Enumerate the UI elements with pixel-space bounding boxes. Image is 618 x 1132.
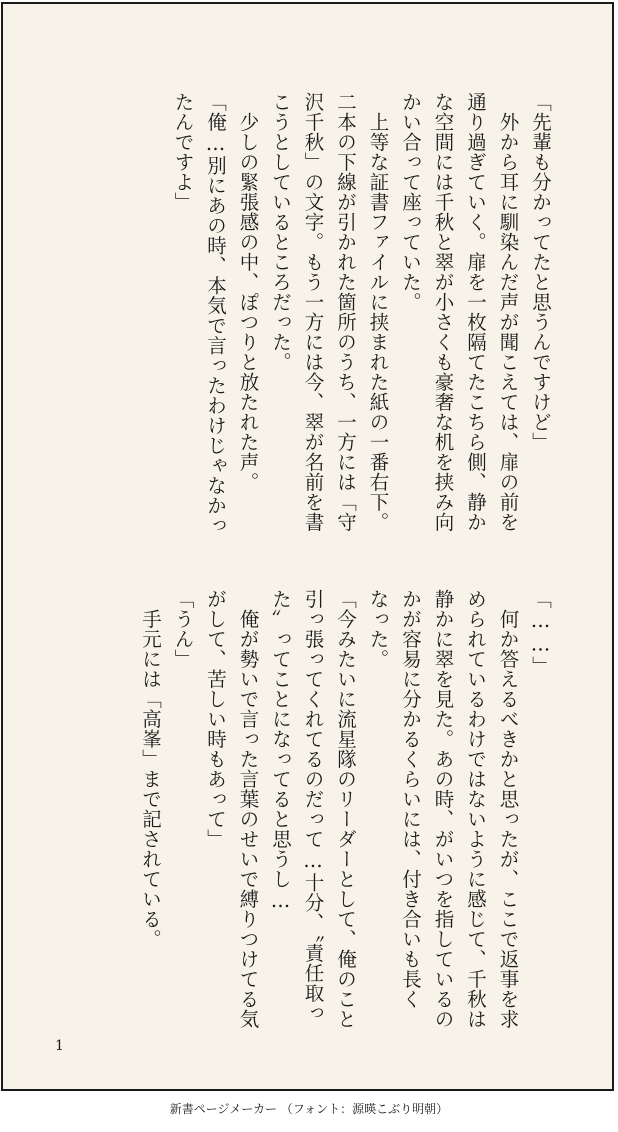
footer-credit: 新書ページメーカー （フォント：源暎こぶり明朝） [169,1102,449,1116]
text-line: 何か答えるべきかと思ったが、ここで返事を求 [496,589,520,1029]
text-line: 静かに翠を見た。あの時、がいつを指しているの [431,589,455,1029]
text-block-lower [134,589,557,1029]
text-line: なった。 [366,589,390,669]
text-line: 通り過ぎていく。扉を一枚隔てたこちら側、静か [464,92,487,532]
text-line: 外から耳に馴染んだ声が聞こえては、扉の前を [496,92,520,532]
text-line: 沢千秋」の文字。もう一方には今、翠が名前を書 [301,92,325,532]
text-line: がして、苦しい時もあって」 [204,589,227,849]
text-line: 手元には「高峯」まで記されている。 [139,589,162,949]
text-line: かい合って座っていた。 [399,92,422,312]
text-line: 俺が勢いで言った言葉のせいで縛りつけてる気 [236,589,260,1029]
text-line: こうとしているところだった。 [269,92,292,372]
text-line: められているわけではないように感じて、千秋は [464,589,487,1029]
text-line: 少しの緊張感の中、ぽつりと放たれた声。 [236,92,260,492]
text-line: たんですよ」 [171,92,195,212]
text-line: 「俺…別にあの時、本気で言ったわけじゃなかっ [204,92,227,536]
text-line: 二本の下線が引かれた箇所のうち、一方には「守 [334,92,357,532]
book-page [1,2,614,1091]
text-line: た〟ってことになってると思うし… [269,589,292,913]
text-line: かが容易に分かるくらいには、付き合いも長く [399,589,422,1009]
page-number: 1 [55,1038,64,1054]
text-line: 「うん」 [171,589,195,669]
text-line: 上等な証書ファイルに挟まれた紙の一番右下。 [366,92,390,532]
text-line: 「今みたいに流星隊のリーダーとして、俺のこと [334,589,357,1029]
text-line: な空間には千秋と翠が小さくも豪奢な机を挟み向 [431,92,455,532]
text-block-upper [166,92,556,536]
text-line: 引っ張ってくれてるのだって…十分、〝責任取っ [301,589,325,1023]
text-line: 「先輩も分かってたと思うんですけど」 [529,92,552,452]
text-line: 「……」 [529,589,552,676]
